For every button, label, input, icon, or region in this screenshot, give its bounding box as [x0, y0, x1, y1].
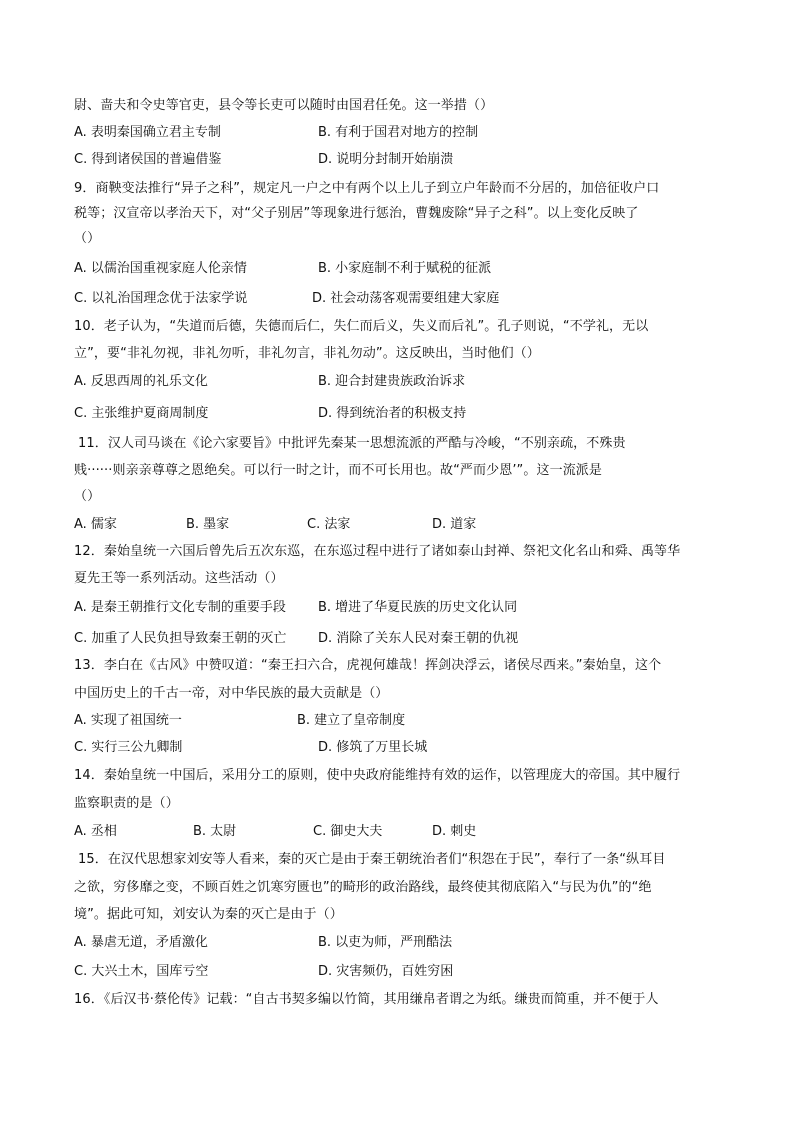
q9-option-b[interactable]: B. 小家庭制不利于赋税的征派 — [318, 261, 492, 276]
q9-option-c[interactable]: C. 以礼治国理念优于法家学说 — [74, 291, 248, 306]
q11-option-b[interactable]: B. 墨家 — [186, 517, 230, 532]
q14-option-b[interactable]: B. 太尉 — [193, 824, 237, 839]
q11-stem-line-3: （） — [74, 489, 101, 504]
q10-option-c[interactable]: C. 主张维护夏商周制度 — [74, 406, 209, 421]
q9-option-a[interactable]: A. 以儒治国重视家庭人伦亲情 — [74, 261, 247, 276]
q12-option-d[interactable]: D. 消除了关东人民对秦王朝的仇视 — [318, 631, 519, 646]
q14-stem-line-1: 14．秦始皇统一中国后，采用分工的原则，使中央政府能维持有效的运作，以管理庞大的帝国。其中履行 — [74, 768, 681, 783]
q11-option-d[interactable]: D. 道家 — [432, 517, 477, 532]
q9-stem-line-3: （） — [74, 231, 101, 246]
q15-stem-line-1: 15．在汉代思想家刘安等人看来，秦的灭亡是由于秦王朝统治者们“积怨在于民”，奉行了一条“纵耳目 — [78, 852, 666, 867]
q15-option-a[interactable]: A. 暴虐无道，矛盾激化 — [74, 935, 208, 950]
q10-stem-line-2: 立”，要“非礼勿视，非礼勿听，非礼勿言，非礼勿动”。这反映出，当时他们（） — [74, 346, 540, 361]
q16-stem-line-1: 16．《后汉书·蔡伦传》记载：“自古书契多编以竹简，其用缣帛者谓之为纸。缣贵而简重，并不便于人 — [74, 992, 659, 1007]
q13-stem-line-2: 中国历史上的千古一帝，对中华民族的最大贡献是（） — [74, 686, 389, 701]
q15-option-b[interactable]: B. 以吏为师，严刑酷法 — [318, 935, 453, 950]
q8-option-d[interactable]: D. 说明分封制开始崩溃 — [318, 152, 454, 167]
q15-stem-line-3: 境”。据此可知，刘安认为秦的灭亡是由于（） — [74, 907, 343, 922]
q15-option-d[interactable]: D. 灾害频仍，百姓穷困 — [318, 964, 454, 979]
q8-stem-line: 尉、啬夫和令史等官吏，县令等长吏可以随时由国君任免。这一举措（） — [74, 98, 494, 113]
q11-stem-line-2: 贱······则亲亲尊尊之恩绝矣。可以行一时之计，而不可长用也。故“严而少恩’”。这一流派是 — [74, 463, 602, 478]
q11-option-a[interactable]: A. 儒家 — [74, 517, 117, 532]
q15-stem-line-2: 之欲，穷侈靡之变，不顾百姓之饥寒穷匮也”的畸形的政治路线，最终使其彻底陷入“与民为仇”的“绝 — [74, 880, 652, 895]
q9-stem-line-1: 9．商鞅变法推行“异子之科”，规定凡一户之中有两个以上儿子到立户年龄而不分居的，加倍征收户口 — [74, 181, 660, 196]
q12-option-b[interactable]: B. 增进了华夏民族的历史文化认同 — [318, 600, 518, 615]
q8-option-a[interactable]: A. 表明秦国确立君主专制 — [74, 125, 221, 140]
q9-stem-line-2: 税等；汉宣帝以孝治天下，对“父子别居”等现象进行惩治，曹魏废除“异子之科”。以上变化反映了 — [74, 206, 639, 221]
q13-option-a[interactable]: A. 实现了祖国统一 — [74, 713, 182, 728]
q11-stem-line-1: 11．汉人司马谈在《论六家要旨》中批评先秦某一思想流派的严酷与冷峻，“不别亲疏，不殊贵 — [78, 436, 626, 451]
q15-option-c[interactable]: C. 大兴土木，国库亏空 — [74, 964, 209, 979]
q14-option-a[interactable]: A. 丞相 — [74, 824, 117, 839]
q10-stem-line-1: 10．老子认为，“失道而后德，失德而后仁，失仁而后义，失义而后礼”。孔子则说，“不学礼，无以 — [74, 319, 649, 334]
q14-stem-line-2: 监察职责的是（） — [74, 796, 179, 811]
q12-stem-line-1: 12．秦始皇统一六国后曾先后五次东巡，在东巡过程中进行了诸如泰山封禅、祭祀文化名山和舜、禹等华 — [74, 544, 681, 559]
q12-stem-line-2: 夏先王等一系列活动。这些活动（） — [74, 571, 284, 586]
q11-option-c[interactable]: C. 法家 — [307, 517, 351, 532]
q8-option-b[interactable]: B. 有利于国君对地方的控制 — [318, 125, 479, 140]
q14-option-d[interactable]: D. 刺史 — [432, 824, 477, 839]
q13-option-d[interactable]: D. 修筑了万里长城 — [318, 740, 428, 755]
q13-option-b[interactable]: B. 建立了皇帝制度 — [297, 713, 406, 728]
q10-option-a[interactable]: A. 反思西周的礼乐文化 — [74, 374, 208, 389]
q8-option-c[interactable]: C. 得到诸侯国的普遍借鉴 — [74, 152, 222, 167]
q10-option-d[interactable]: D. 得到统治者的积极支持 — [318, 406, 467, 421]
q9-option-d[interactable]: D. 社会动荡客观需要组建大家庭 — [312, 291, 500, 306]
q12-option-c[interactable]: C. 加重了人民负担导致秦王朝的灭亡 — [74, 631, 287, 646]
q14-option-c[interactable]: C. 御史大夫 — [313, 824, 383, 839]
q10-option-b[interactable]: B. 迎合封建贵族政治诉求 — [318, 374, 466, 389]
q13-stem-line-1: 13．李白在《古风》中赞叹道：“秦王扫六合，虎视何雄哉！挥剑决浮云，诸侯尽西来。”秦始皇，这个 — [74, 658, 662, 673]
q12-option-a[interactable]: A. 是秦王朝推行文化专制的重要手段 — [74, 600, 286, 615]
q13-option-c[interactable]: C. 实行三公九卿制 — [74, 740, 183, 755]
